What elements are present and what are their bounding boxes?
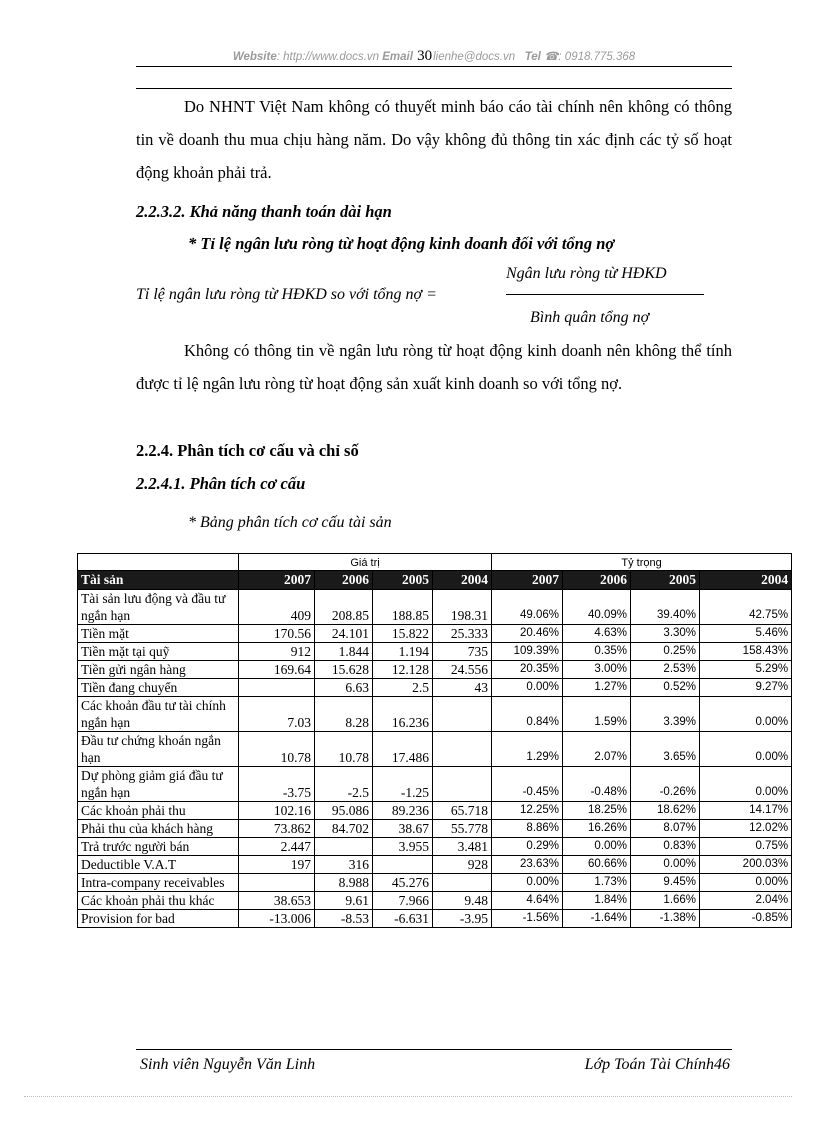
value-cell: 15.822: [373, 625, 433, 643]
share-cell: 0.00%: [700, 697, 792, 732]
share-cell: 2.53%: [631, 661, 700, 679]
table-body: [78, 590, 792, 928]
share-cell: 18.62%: [631, 802, 700, 820]
share-cell: 109.39%: [492, 643, 563, 661]
value-cell: 12.128: [373, 661, 433, 679]
value-cell: -2.5: [315, 767, 373, 802]
share-cell: 4.64%: [492, 892, 563, 910]
heading-structure: 2.2.4.1. Phân tích cơ cấu: [136, 474, 306, 493]
row-label: Tiền mặt: [78, 625, 239, 643]
share-cell: 0.84%: [492, 697, 563, 732]
value-cell: 3.955: [373, 838, 433, 856]
table-row: [78, 679, 792, 697]
share-cell: 12.02%: [700, 820, 792, 838]
table-row: [78, 625, 792, 643]
group-share: Tỷ trọng: [492, 554, 792, 571]
value-cell: 409: [239, 590, 315, 625]
share-cell: -0.85%: [700, 910, 792, 928]
table-row: [78, 856, 792, 874]
table-row: [78, 732, 792, 767]
footer-class: Lớp Toán Tài Chính46: [584, 1056, 730, 1073]
share-cell: 0.83%: [631, 838, 700, 856]
col-share-2006: 2006: [563, 571, 631, 590]
value-cell: 16.236: [373, 697, 433, 732]
row-label: Trả trước người bán: [78, 838, 239, 856]
value-cell: 65.718: [433, 802, 492, 820]
value-cell: 102.16: [239, 802, 315, 820]
share-cell: 0.35%: [563, 643, 631, 661]
share-cell: 1.66%: [631, 892, 700, 910]
share-cell: -1.38%: [631, 910, 700, 928]
share-cell: 8.86%: [492, 820, 563, 838]
row-label: Các khoản phải thu khác: [78, 892, 239, 910]
footer-rule: [136, 1049, 732, 1050]
table-row: [78, 802, 792, 820]
page-number: 30: [417, 48, 433, 64]
value-cell: 38.67: [373, 820, 433, 838]
value-cell: -1.25: [373, 767, 433, 802]
value-cell: 198.31: [433, 590, 492, 625]
row-label: Intra-company receivables: [78, 874, 239, 892]
col-share-2005: 2005: [631, 571, 700, 590]
value-cell: 38.653: [239, 892, 315, 910]
value-cell: 1.844: [315, 643, 373, 661]
value-cell: 208.85: [315, 590, 373, 625]
asset-structure-table: [77, 553, 792, 928]
value-cell: 9.48: [433, 892, 492, 910]
share-cell: 12.25%: [492, 802, 563, 820]
share-cell: 14.17%: [700, 802, 792, 820]
value-cell: 7.966: [373, 892, 433, 910]
share-cell: 3.39%: [631, 697, 700, 732]
value-cell: 73.862: [239, 820, 315, 838]
value-cell: 95.086: [315, 802, 373, 820]
share-cell: 3.65%: [631, 732, 700, 767]
header-rule-top: [136, 66, 732, 67]
value-cell: [373, 856, 433, 874]
share-cell: 39.40%: [631, 590, 700, 625]
table-header-row: [78, 571, 792, 590]
value-cell: 89.236: [373, 802, 433, 820]
footer-student: Sinh viên Nguyễn Văn Linh: [140, 1056, 316, 1073]
share-cell: -1.64%: [563, 910, 631, 928]
paragraph-text: Do NHNT Việt Nam không có thuyết minh báo cáo tài chính nên không có thông tin về doanh thu mua chịu hàng năm. Do vậy không đủ thông tin xác định các tỷ số hoạt động khoản phải trả.: [136, 97, 732, 182]
formula-denominator: Bình quân tổng nợ: [530, 309, 650, 326]
header-rule-bottom: [136, 88, 732, 89]
table-caption: * Bảng phân tích cơ cấu tài sản: [188, 514, 392, 531]
share-cell: 18.25%: [563, 802, 631, 820]
value-cell: 169.64: [239, 661, 315, 679]
value-cell: 43: [433, 679, 492, 697]
value-cell: 9.61: [315, 892, 373, 910]
value-cell: 17.486: [373, 732, 433, 767]
value-cell: -3.95: [433, 910, 492, 928]
col-value-2007: 2007: [239, 571, 315, 590]
value-cell: 15.628: [315, 661, 373, 679]
share-cell: 4.63%: [563, 625, 631, 643]
share-cell: 3.30%: [631, 625, 700, 643]
table-row: [78, 874, 792, 892]
share-cell: 49.06%: [492, 590, 563, 625]
fraction-bar: [506, 294, 704, 295]
share-cell: 1.27%: [563, 679, 631, 697]
value-cell: 55.778: [433, 820, 492, 838]
share-cell: 1.59%: [563, 697, 631, 732]
heading-structure-analysis: 2.2.4. Phân tích cơ cấu và chỉ số: [136, 441, 359, 460]
table-row: [78, 838, 792, 856]
value-cell: 735: [433, 643, 492, 661]
value-cell: 197: [239, 856, 315, 874]
value-cell: 170.56: [239, 625, 315, 643]
value-cell: [239, 874, 315, 892]
row-label: Dự phòng giảm giá đầu tư ngắn hạn: [78, 767, 239, 802]
paragraph-accounts-payable: [136, 90, 732, 189]
row-label: Các khoản phải thu: [78, 802, 239, 820]
col-share-2007: 2007: [492, 571, 563, 590]
share-cell: 3.00%: [563, 661, 631, 679]
share-cell: 40.09%: [563, 590, 631, 625]
value-cell: 316: [315, 856, 373, 874]
email-value: lienhe@docs.vn: [433, 51, 516, 63]
paragraph-text: Không có thông tin về ngân lưu ròng từ hoạt động kinh doanh nên không thể tính được tỉ lệ ngân lưu ròng từ hoạt động sản xuất kinh doanh so với tổng nợ.: [136, 341, 732, 393]
share-cell: 5.29%: [700, 661, 792, 679]
share-cell: 0.00%: [700, 874, 792, 892]
value-cell: 6.63: [315, 679, 373, 697]
row-label: Phải thu của khách hàng: [78, 820, 239, 838]
share-cell: 23.63%: [492, 856, 563, 874]
value-cell: 10.78: [315, 732, 373, 767]
value-cell: 8.28: [315, 697, 373, 732]
share-cell: 9.45%: [631, 874, 700, 892]
table-row: [78, 661, 792, 679]
heading-long-term-solvency: 2.2.3.2. Khả năng thanh toán dài hạn: [136, 202, 392, 221]
website-url: : http://www.docs.vn: [276, 51, 379, 63]
paragraph-no-cashflow: [136, 334, 732, 400]
value-cell: [239, 679, 315, 697]
value-cell: 8.988: [315, 874, 373, 892]
value-cell: 3.481: [433, 838, 492, 856]
share-cell: 1.84%: [563, 892, 631, 910]
share-cell: 0.29%: [492, 838, 563, 856]
share-cell: 20.35%: [492, 661, 563, 679]
row-label: Tiền đang chuyển: [78, 679, 239, 697]
website-label: Website: [232, 51, 277, 63]
value-cell: [315, 838, 373, 856]
share-cell: 60.66%: [563, 856, 631, 874]
share-cell: -0.26%: [631, 767, 700, 802]
share-cell: 0.75%: [700, 838, 792, 856]
share-cell: 16.26%: [563, 820, 631, 838]
share-cell: 0.25%: [631, 643, 700, 661]
share-cell: -0.48%: [563, 767, 631, 802]
value-cell: [433, 732, 492, 767]
formula-numerator: Ngân lưu ròng từ HĐKD: [506, 265, 667, 282]
value-cell: 25.333: [433, 625, 492, 643]
table-row: [78, 892, 792, 910]
group-value: Giá trị: [239, 554, 492, 571]
value-cell: [433, 697, 492, 732]
table-row: [78, 767, 792, 802]
value-cell: [433, 874, 492, 892]
share-cell: 0.00%: [631, 856, 700, 874]
value-cell: 10.78: [239, 732, 315, 767]
col-value-2004: 2004: [433, 571, 492, 590]
value-cell: 7.03: [239, 697, 315, 732]
share-cell: 2.07%: [563, 732, 631, 767]
value-cell: -3.75: [239, 767, 315, 802]
value-cell: 84.702: [315, 820, 373, 838]
value-cell: 24.101: [315, 625, 373, 643]
page-header: [136, 48, 732, 65]
share-cell: 20.46%: [492, 625, 563, 643]
table-row: [78, 697, 792, 732]
ratio-title: * Tỉ lệ ngân lưu ròng từ hoạt động kinh doanh đối với tổng nợ: [188, 234, 615, 253]
col-value-2006: 2006: [315, 571, 373, 590]
page-divider: [24, 1096, 792, 1097]
tel-value: ☎: 0918.775.368: [544, 51, 636, 63]
value-cell: -13.006: [239, 910, 315, 928]
row-label: Đầu tư chứng khoán ngắn hạn: [78, 732, 239, 767]
share-cell: 200.03%: [700, 856, 792, 874]
share-cell: 0.00%: [492, 874, 563, 892]
share-cell: 5.46%: [700, 625, 792, 643]
share-cell: 0.00%: [492, 679, 563, 697]
row-label: Provision for bad: [78, 910, 239, 928]
share-cell: 0.00%: [700, 767, 792, 802]
value-cell: -6.631: [373, 910, 433, 928]
value-cell: 2.5: [373, 679, 433, 697]
table-row: [78, 910, 792, 928]
col-value-2005: 2005: [373, 571, 433, 590]
share-cell: 0.00%: [563, 838, 631, 856]
value-cell: 45.276: [373, 874, 433, 892]
table-row: [78, 590, 792, 625]
share-cell: 8.07%: [631, 820, 700, 838]
row-label: Deductible V.A.T: [78, 856, 239, 874]
row-label: Tài sản lưu động và đầu tư ngắn hạn: [78, 590, 239, 625]
value-cell: [433, 767, 492, 802]
value-cell: -8.53: [315, 910, 373, 928]
share-cell: -0.45%: [492, 767, 563, 802]
share-cell: 158.43%: [700, 643, 792, 661]
col-share-2004: 2004: [700, 571, 792, 590]
table-row: [78, 820, 792, 838]
value-cell: 24.556: [433, 661, 492, 679]
value-cell: 912: [239, 643, 315, 661]
formula-lhs: Tỉ lệ ngân lưu ròng từ HĐKD so với tổng nợ =: [136, 286, 437, 303]
share-cell: 42.75%: [700, 590, 792, 625]
value-cell: 928: [433, 856, 492, 874]
value-cell: 2.447: [239, 838, 315, 856]
tel-label: Tel: [524, 51, 541, 63]
share-cell: 1.29%: [492, 732, 563, 767]
value-cell: 188.85: [373, 590, 433, 625]
row-label: Tiền mặt tại quỹ: [78, 643, 239, 661]
share-cell: 9.27%: [700, 679, 792, 697]
col-asset: Tài sản: [78, 571, 239, 590]
share-cell: 2.04%: [700, 892, 792, 910]
share-cell: 0.52%: [631, 679, 700, 697]
share-cell: 0.00%: [700, 732, 792, 767]
table-row: [78, 643, 792, 661]
table-group-header: [78, 554, 792, 571]
row-label: Tiền gửi ngân hàng: [78, 661, 239, 679]
share-cell: 1.73%: [563, 874, 631, 892]
row-label: Các khoản đầu tư tài chính ngắn hạn: [78, 697, 239, 732]
value-cell: 1.194: [373, 643, 433, 661]
email-label: Email: [382, 51, 413, 63]
share-cell: -1.56%: [492, 910, 563, 928]
